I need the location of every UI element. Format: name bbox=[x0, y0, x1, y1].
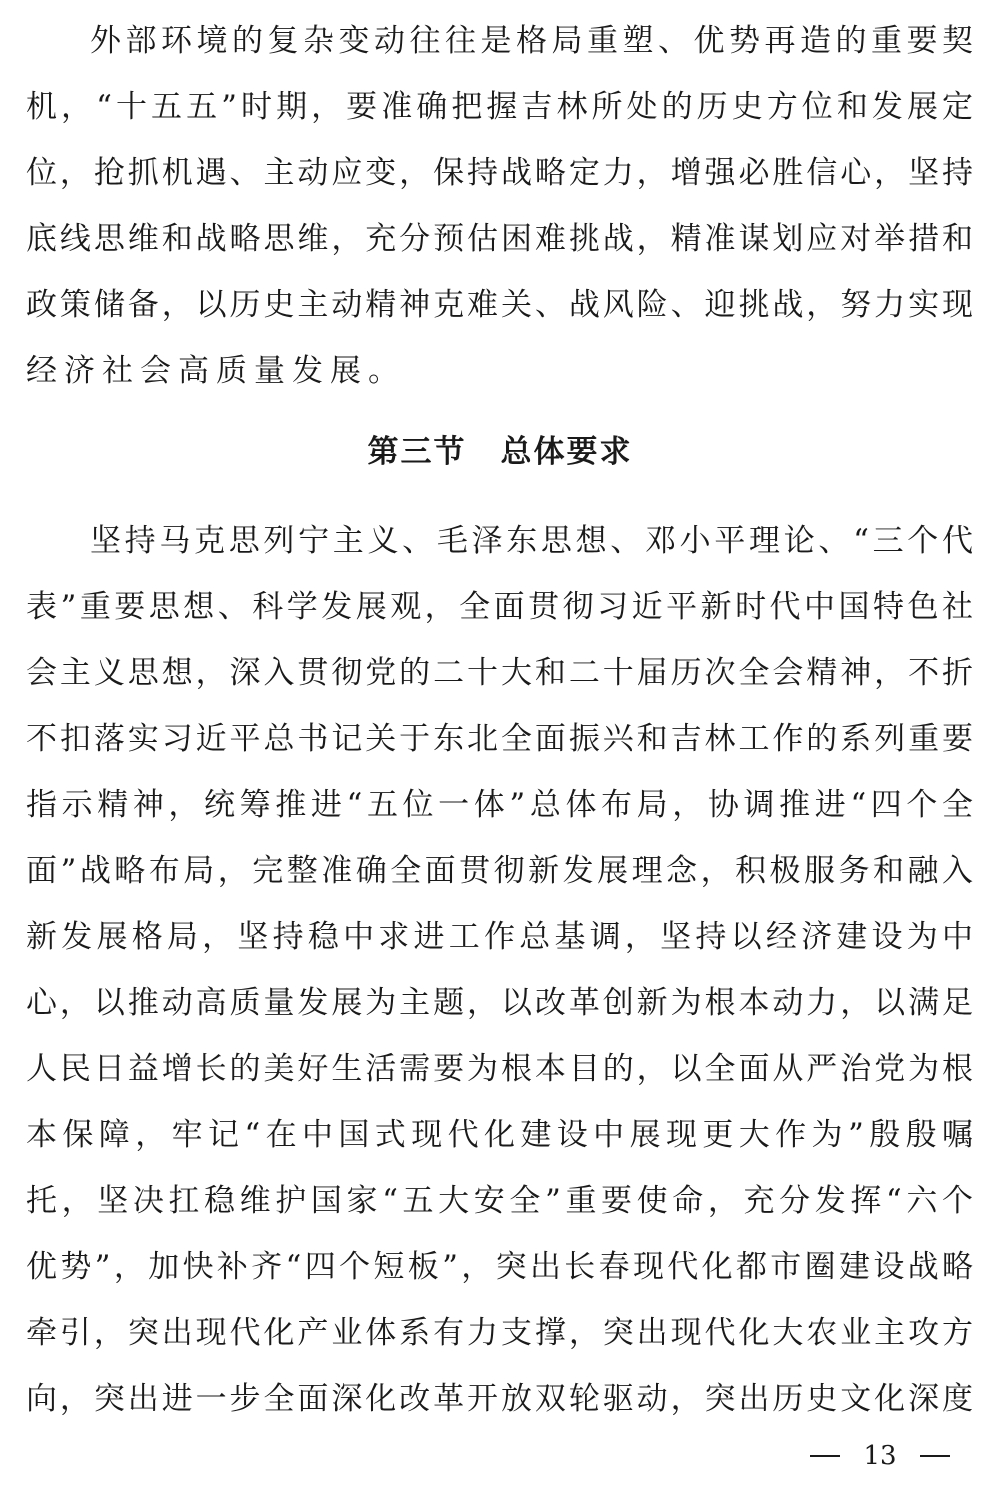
page-number: 13 bbox=[863, 1441, 897, 1471]
paragraph-2-line-1: 坚持马克思列宁主义、毛泽东思想、邓小平理论、“三个代 bbox=[90, 523, 974, 559]
section-number: 第三节 bbox=[367, 434, 467, 470]
paragraph-2-line-6: 面”战略布局，完整准确全面贯彻新发展理念，积极服务和融入 bbox=[26, 853, 974, 889]
page-number-left-dash bbox=[810, 1455, 840, 1457]
paragraph-2-line-13: 牵引，突出现代化产业体系有力支撑，突出现代化大农业主攻方 bbox=[26, 1315, 974, 1351]
paragraph-2-line-5: 指示精神，统筹推进“五位一体”总体布局，协调推进“四个全 bbox=[26, 787, 974, 823]
paragraph-2-line-12: 优势”，加快补齐“四个短板”，突出长春现代化都市圈建设战略 bbox=[26, 1249, 974, 1285]
paragraph-1-line-1: 外部环境的复杂变动往往是格局重塑、优势再造的重要契 bbox=[90, 23, 974, 59]
paragraph-2-line-11: 托，坚决扛稳维护国家“五大安全”重要使命，充分发挥“六个 bbox=[26, 1183, 974, 1219]
paragraph-2-line-14: 向，突出进一步全面深化改革开放双轮驱动，突出历史文化深度 bbox=[26, 1381, 974, 1417]
paragraph-2-line-3: 会主义思想，深入贯彻党的二十大和二十届历次全会精神，不折 bbox=[26, 655, 974, 691]
section-heading bbox=[0, 422, 1000, 482]
paragraph-1-line-2: 机，“十五五”时期，要准确把握吉林所处的历史方位和发展定 bbox=[26, 89, 974, 125]
paragraph-2-line-7: 新发展格局，坚持稳中求进工作总基调，坚持以经济建设为中 bbox=[26, 919, 974, 955]
paragraph-2-line-2: 表”重要思想、科学发展观，全面贯彻习近平新时代中国特色社 bbox=[26, 589, 974, 625]
paragraph-2-line-10: 本保障，牢记“在中国式现代化建设中展现更大作为”殷殷嘱 bbox=[26, 1117, 974, 1153]
page-number-footer bbox=[810, 1436, 950, 1476]
paragraph-2-line-9: 人民日益增长的美好生活需要为根本目的，以全面从严治党为根 bbox=[26, 1051, 974, 1087]
paragraph-1-line-3: 位，抢抓机遇、主动应变，保持战略定力，增强必胜信心，坚持 bbox=[26, 155, 974, 191]
paragraph-1-line-4: 底线思维和战略思维，充分预估困难挑战，精准谋划应对举措和 bbox=[26, 221, 974, 257]
paragraph-1-line-6: 经济社会高质量发展。 bbox=[26, 353, 406, 389]
paragraph-1-line-5: 政策储备，以历史主动精神克难关、战风险、迎挑战，努力实现 bbox=[26, 287, 974, 323]
section-title: 总体要求 bbox=[500, 434, 633, 470]
paragraph-2-line-8: 心，以推动高质量发展为主题，以改革创新为根本动力，以满足 bbox=[26, 985, 974, 1021]
paragraph-2-line-4: 不扣落实习近平总书记关于东北全面振兴和吉林工作的系列重要 bbox=[26, 721, 974, 757]
page-number-right-dash bbox=[920, 1455, 950, 1457]
